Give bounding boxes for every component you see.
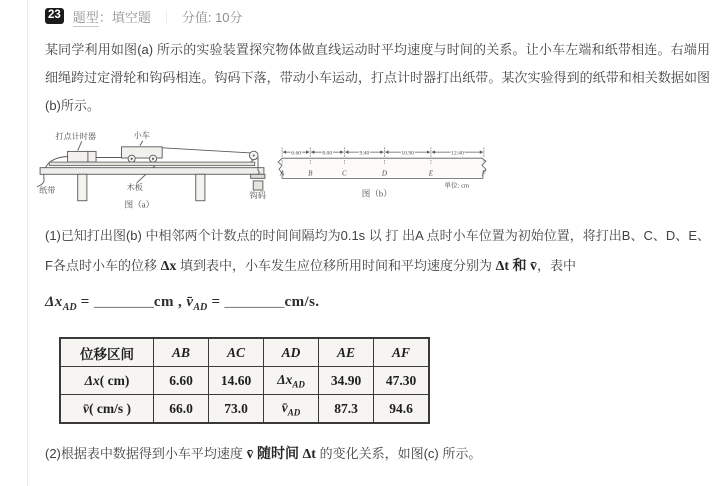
- cell-dx-ad-subscript: AD: [292, 379, 305, 390]
- blank-equation-line: [45, 294, 710, 313]
- cell-dx-ab: 6.60: [154, 367, 209, 395]
- cart-hub-left: [131, 158, 133, 160]
- table-row-displacement: [60, 367, 429, 395]
- q1-text-2: 填到表中，小车发生应位移所用时间和平均速度分别为: [176, 258, 496, 274]
- q2-text-2: 的变化关系，如图(c) 所示。: [315, 446, 482, 462]
- meta-divider: ｜: [159, 9, 173, 25]
- timer-leader-line: [78, 141, 82, 150]
- cell-dx-af: 47.30: [374, 367, 430, 395]
- header-af: AF: [374, 338, 430, 367]
- equals-sign-2: =: [211, 294, 221, 311]
- dx-label-symbol: Δx: [84, 372, 100, 388]
- cell-v-ad-symbol: v̄: [281, 400, 288, 416]
- equals-sign-1: =: [80, 294, 90, 311]
- question-score-label: 分值: 10分: [181, 9, 243, 25]
- dx-label-unit: ( cm): [99, 372, 130, 388]
- intro-paragraph: 某同学利用如图(a) 所示的实验装置探究物体做直线运动时平均速度与时间的关系。让小车左端和纸带相连。右端用细绳跨过定滑轮和钩码相连。钩码下落，带动小车运动，打点计时器打出纸带。某次实验得到的纸带和相关数据如图(b)所示。: [45, 42, 710, 113]
- point-label-f: F: [481, 169, 487, 178]
- point-label-e: E: [428, 169, 434, 178]
- question-content: [39, 6, 710, 469]
- figure-a-caption: 图（a）: [124, 199, 155, 210]
- q1-text-1: (1)已知打出图(b) 中相邻两个计数点的时间间隔均为0.1s 以 打 出A 点时小车位置为初始位置，将打出B、C、D、E、F各点时小车的位移: [45, 228, 710, 274]
- cell-v-ab: 66.0: [154, 395, 209, 424]
- vbar-vs-time-symbol: v̄ 随时间 Δt: [246, 447, 316, 463]
- question-number-badge: 23: [45, 8, 64, 23]
- point-label-d: D: [381, 169, 387, 178]
- table-leg-left: [78, 174, 87, 200]
- interval-value-ef: 12.40: [451, 150, 464, 157]
- vbar-label-symbol: v̄: [83, 400, 89, 416]
- table-top-shape: [40, 168, 264, 175]
- string-line: [162, 148, 251, 153]
- question-1-paragraph: [45, 221, 710, 282]
- cell-dx-ad: [264, 367, 319, 395]
- cell-v-ac: 73.0: [209, 395, 264, 424]
- question-type-value: ：填空题: [98, 9, 151, 25]
- cart-hub-right: [152, 158, 154, 160]
- timer-shape: [68, 151, 96, 162]
- cell-dx-ad-symbol: Δx: [277, 372, 293, 388]
- cell-v-ae: 87.3: [319, 395, 374, 424]
- board-label: 木板: [126, 183, 143, 193]
- cell-v-af: 94.6: [374, 395, 430, 424]
- unit-cm: cm ,: [153, 294, 183, 311]
- header-ab: AB: [154, 338, 209, 367]
- figures-row: [35, 128, 710, 209]
- dx-ad-subscript: AD: [62, 302, 77, 314]
- row-label-dx: [60, 367, 154, 395]
- point-label-a: A: [279, 169, 285, 178]
- answer-blank-2: ________: [224, 294, 285, 311]
- question-type-label: [73, 7, 151, 26]
- weight-block-shape: [253, 181, 263, 190]
- weight-bar-shape: [251, 174, 265, 178]
- header-ac: AC: [209, 338, 264, 367]
- table-header-row: [60, 338, 429, 367]
- displacement-table: [59, 337, 430, 424]
- header-ae: AE: [319, 338, 374, 367]
- point-label-c: C: [341, 169, 347, 178]
- interval-value-ab: 6.60: [291, 150, 302, 157]
- header-interval: 位移区间: [60, 338, 154, 367]
- q2-text-1: (2)根据表中数据得到小车平均速度: [45, 446, 247, 462]
- table-leg-right: [196, 174, 205, 200]
- interval-value-bc: 8.00: [322, 150, 333, 157]
- figure-a-linework: [37, 141, 265, 201]
- figure-a-diagram: [35, 128, 269, 209]
- weight-label: 钩码: [249, 191, 266, 201]
- question-2-paragraph: [45, 440, 710, 469]
- cell-dx-ae: 34.90: [319, 367, 374, 395]
- vbar-ad-subscript: AD: [193, 302, 208, 314]
- table-row-velocity: [60, 395, 429, 424]
- vbar-ad-symbol: v̄: [186, 294, 194, 311]
- cell-v-ad-subscript: AD: [287, 407, 301, 418]
- cart-leader-line: [140, 141, 143, 146]
- unit-label: 单位: cm: [444, 182, 470, 190]
- interval-value-de: 10.90: [401, 150, 415, 157]
- pulley-hub: [253, 154, 255, 156]
- interval-value-cd: 9.40: [359, 150, 370, 157]
- dx-ad-symbol: Δx: [45, 294, 63, 311]
- timer-label: 打点计时器: [55, 132, 96, 142]
- board-shape: [49, 162, 255, 166]
- answer-blank-1: ________: [93, 294, 154, 311]
- vbar-label-unit: ( cm/s ): [89, 400, 131, 416]
- figure-b-diagram: [275, 140, 495, 199]
- left-rule-divider: [27, 0, 28, 486]
- figure-b-caption: 图（b）: [361, 188, 392, 199]
- header-ad: AD: [264, 338, 319, 367]
- tape-label: 纸带: [39, 186, 56, 196]
- q1-text-3: ，表中: [537, 258, 577, 274]
- question-meta-bar: [45, 6, 710, 26]
- question-type-term: 题型: [72, 9, 99, 25]
- cell-v-ad: [264, 395, 319, 424]
- delta-x-symbol: Δx: [160, 259, 177, 275]
- row-label-vbar: [60, 395, 154, 424]
- cell-dx-ac: 14.60: [209, 367, 264, 395]
- cart-label: 小车: [133, 131, 150, 141]
- unit-cm-s: cm/s.: [284, 294, 320, 311]
- delta-t-vbar-symbol: Δt 和 v̄: [495, 259, 538, 275]
- point-label-b: B: [308, 169, 313, 178]
